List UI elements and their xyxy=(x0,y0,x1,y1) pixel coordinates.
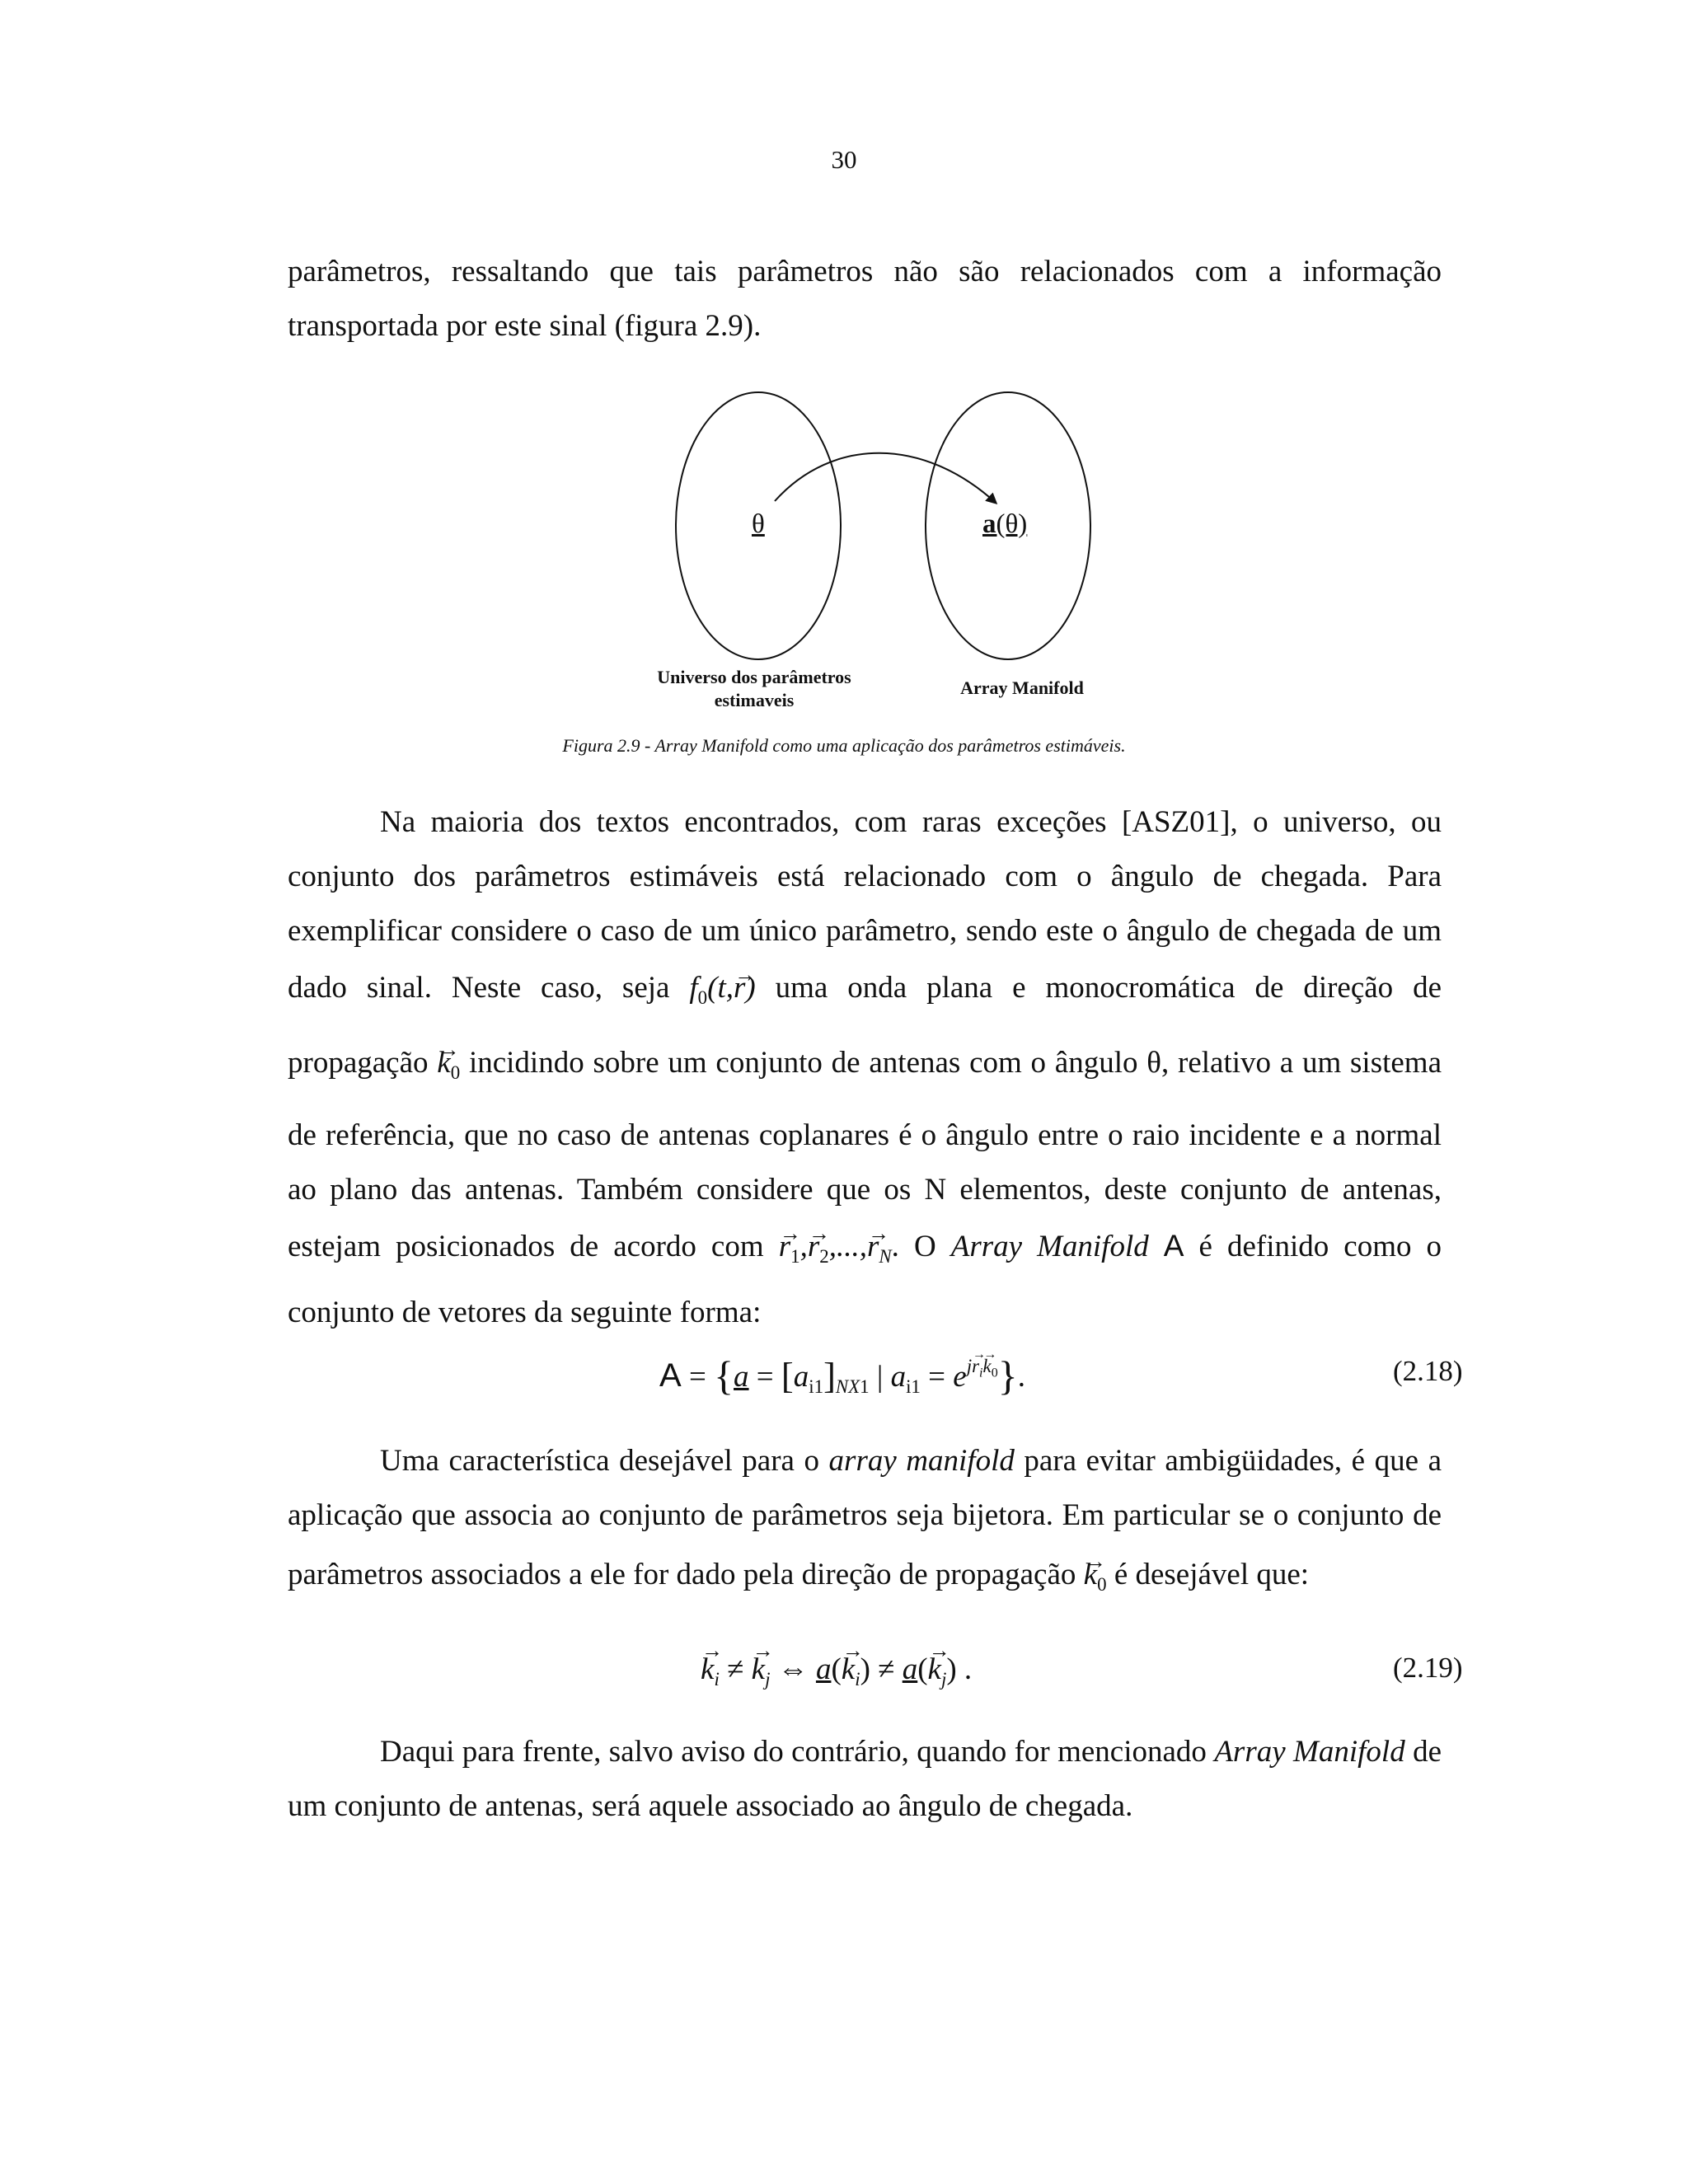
text-line: estejam posicionados de acordo com → $r_1,\to r_2,...,\to r_N$. O Array Manifold A é definido como o xyxy=(288,1217,1442,1286)
text-line: parâmetros associados a ele for dado pela direção de propagação → $k_0$ é desejável que: xyxy=(288,1543,1442,1617)
figure-2-9 xyxy=(643,387,1104,717)
text-line: Uma característica desejável para o array manifold para evitar ambigüidades, é que a xyxy=(380,1444,1442,1478)
label-parameter-universe: Universo dos parâmetros estimaveis xyxy=(657,667,851,710)
text-line: Daqui para frente, salvo aviso do contrário, quando for mencionado Array Manifold de xyxy=(380,1735,1442,1769)
text-line: propagação → $k_0$ incidindo sobre um conjunto de antenas com o ângulo θ, relativo a um sistema xyxy=(288,1028,1442,1108)
paragraph-4 xyxy=(288,1725,1442,1834)
text-line: parâmetros, ressaltando que tais parâmetros não são relacionados com a informação xyxy=(288,255,1442,288)
text-line: conjunto dos parâmetros estimáveis está relacionado com o ângulo de chegada. Para xyxy=(288,860,1442,893)
equation-body: → $k_i$ ≠ → $k_j$ ⇔ $a(\to k_i) \ne a(\to k_j)$ . xyxy=(701,1652,972,1690)
page-number: 30 xyxy=(831,145,857,174)
figure-caption: Figura 2.9 - Array Manifold como uma aplicação dos parâmetros estimáveis. xyxy=(562,735,1126,756)
math-r1-rN: → $r_1,\to r_2,...,\to r_N$ xyxy=(779,1230,892,1263)
equation-body: $A = \{a = [a_{i1}]_{NX1}$ | $a_{i1} = e^{j\to r_i\to k_0}$}. xyxy=(659,1352,1025,1399)
theta-symbol: θ xyxy=(752,509,765,539)
paragraph-1 xyxy=(288,245,1442,354)
text-line: transportada por este sinal (figura 2.9). xyxy=(288,309,762,343)
math-f0-t-r: $f_0(t,\to r)$ xyxy=(689,971,755,1005)
text-line: dado sinal. Neste caso, seja $f_0(t,\to r)$ uma onda plana e monocromática de direção de xyxy=(288,958,1442,1028)
text-line: de referência, que no caso de antenas coplanares é o ângulo entre o raio incidente e a normal xyxy=(288,1118,1442,1153)
a-theta-symbol: a(θ) xyxy=(982,509,1028,539)
text-line: conjunto de vetores da seguinte forma: xyxy=(288,1296,762,1330)
paragraph-3 xyxy=(288,1434,1442,1617)
math-k0: → $k_0$ xyxy=(437,1046,460,1080)
label-array-manifold: Array Manifold xyxy=(960,677,1084,698)
text-line: exemplificar considere o caso de um único parâmetro, sendo este o ângulo de chegada de um xyxy=(288,914,1442,948)
text-line: ao plano das antenas. Também considere que os N elementos, deste conjunto de antenas, xyxy=(288,1173,1442,1207)
paragraph-2 xyxy=(288,795,1442,1340)
equation-number: (2.19) xyxy=(1393,1652,1463,1684)
text-line: aplicação que associa ao conjunto de parâmetros seja bijetora. Em particular se o conjunto de xyxy=(288,1498,1442,1532)
text-line: Na maioria dos textos encontrados, com raras exceções [ASZ01], o universo, ou xyxy=(380,805,1442,839)
text-line: um conjunto de antenas, será aquele associado ao ângulo de chegada. xyxy=(288,1789,1133,1823)
equation-number: (2.18) xyxy=(1393,1355,1463,1387)
mapping-arrow xyxy=(775,453,996,503)
math-k0: → $k_0$ xyxy=(1084,1558,1107,1591)
